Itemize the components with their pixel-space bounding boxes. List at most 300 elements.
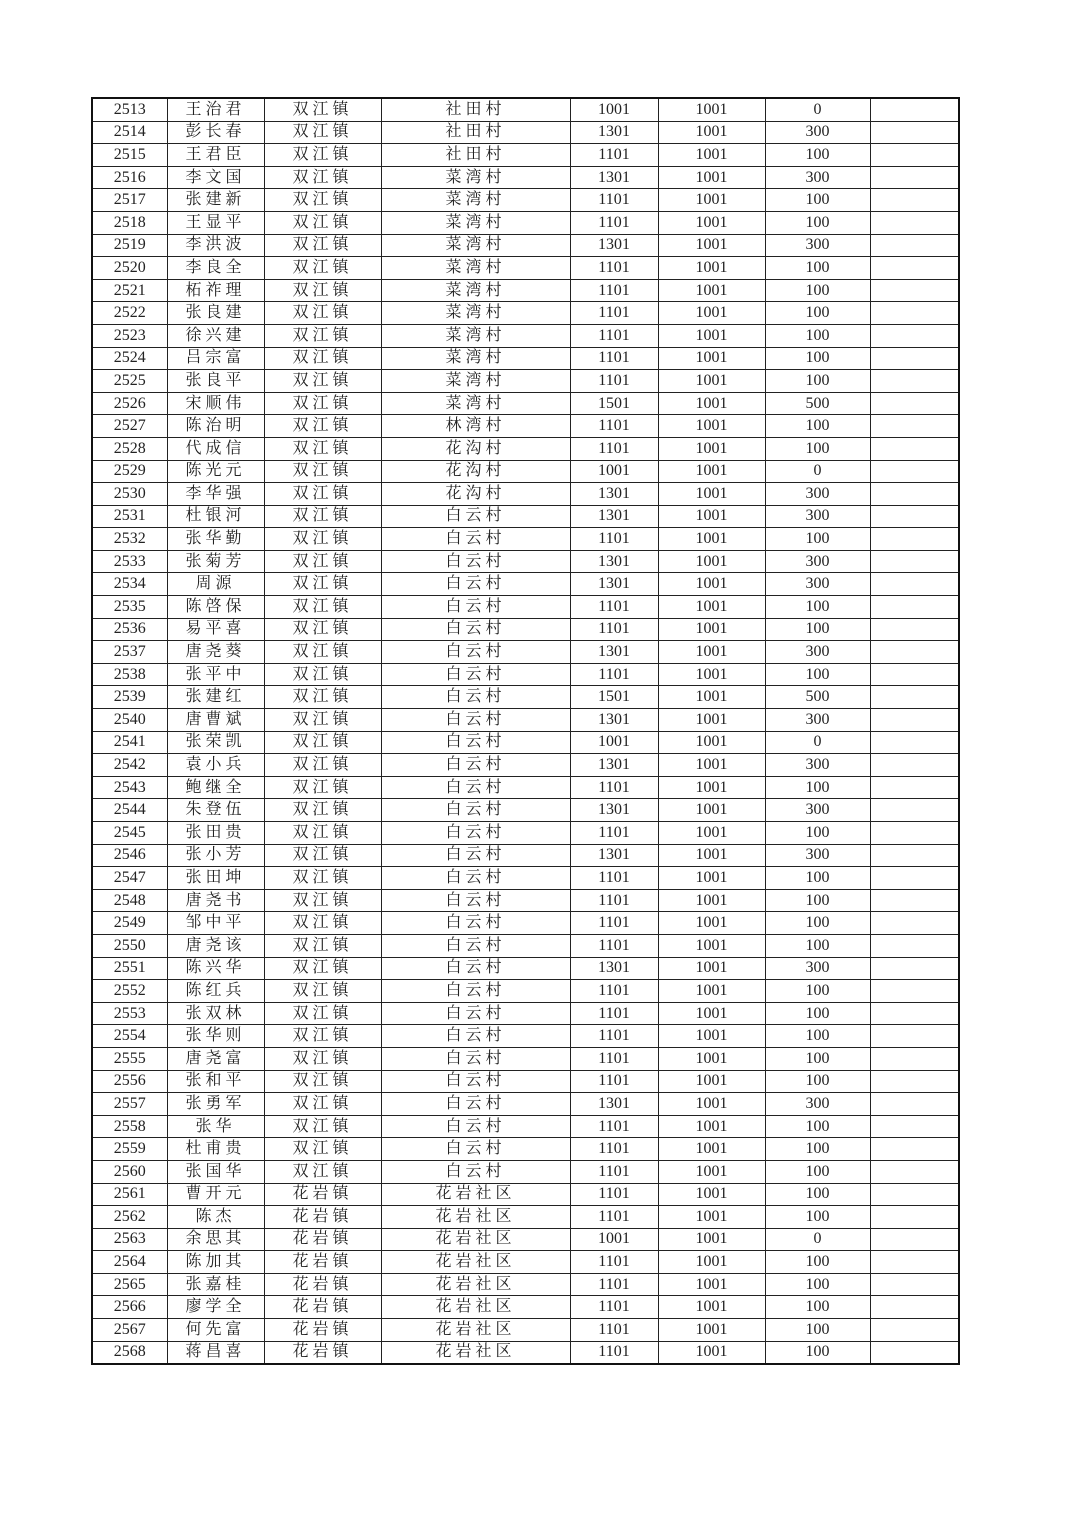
remark-cell [870, 234, 959, 257]
remark-cell [870, 279, 959, 302]
difference-cell: 100 [765, 1002, 870, 1025]
value-b-cell: 1001 [658, 799, 765, 822]
value-a-cell: 1101 [570, 1047, 658, 1070]
table-row [92, 822, 959, 845]
name-cell: 彭长春 [167, 121, 264, 144]
serial-number-cell: 2537 [92, 641, 167, 664]
value-a-cell: 1001 [570, 1228, 658, 1251]
value-b-cell: 1001 [658, 460, 765, 483]
table-row [92, 596, 959, 619]
village-cell: 白云村 [381, 1138, 570, 1161]
town-cell: 双江镇 [264, 347, 381, 370]
table-row [92, 528, 959, 551]
serial-number-cell: 2536 [92, 618, 167, 641]
village-cell: 白云村 [381, 528, 570, 551]
town-cell: 双江镇 [264, 98, 381, 121]
town-cell: 双江镇 [264, 1093, 381, 1116]
town-cell: 双江镇 [264, 754, 381, 777]
remark-cell [870, 596, 959, 619]
value-b-cell: 1001 [658, 867, 765, 890]
table-row [92, 483, 959, 506]
town-cell: 双江镇 [264, 686, 381, 709]
value-b-cell: 1001 [658, 234, 765, 257]
town-cell: 双江镇 [264, 1070, 381, 1093]
village-cell: 白云村 [381, 550, 570, 573]
value-b-cell: 1001 [658, 1138, 765, 1161]
table-row [92, 121, 959, 144]
difference-cell: 0 [765, 1228, 870, 1251]
town-cell: 双江镇 [264, 505, 381, 528]
name-cell: 陈杰 [167, 1206, 264, 1229]
serial-number-cell: 2523 [92, 324, 167, 347]
table-row [92, 957, 959, 980]
serial-number-cell: 2545 [92, 822, 167, 845]
town-cell: 双江镇 [264, 392, 381, 415]
serial-number-cell: 2544 [92, 799, 167, 822]
serial-number-cell: 2563 [92, 1228, 167, 1251]
table-row [92, 754, 959, 777]
town-cell: 双江镇 [264, 528, 381, 551]
town-cell: 双江镇 [264, 415, 381, 438]
difference-cell: 100 [765, 1047, 870, 1070]
serial-number-cell: 2551 [92, 957, 167, 980]
table-row [92, 1319, 959, 1342]
table-row [92, 980, 959, 1003]
town-cell: 双江镇 [264, 370, 381, 393]
difference-cell: 100 [765, 1115, 870, 1138]
town-cell: 双江镇 [264, 1047, 381, 1070]
value-b-cell: 1001 [658, 663, 765, 686]
town-cell: 花岩镇 [264, 1228, 381, 1251]
value-a-cell: 1301 [570, 166, 658, 189]
value-a-cell: 1101 [570, 980, 658, 1003]
remark-cell [870, 934, 959, 957]
village-cell: 社田村 [381, 121, 570, 144]
town-cell: 双江镇 [264, 934, 381, 957]
value-b-cell: 1001 [658, 889, 765, 912]
serial-number-cell: 2568 [92, 1341, 167, 1364]
value-b-cell: 1001 [658, 709, 765, 732]
value-b-cell: 1001 [658, 844, 765, 867]
difference-cell: 100 [765, 1160, 870, 1183]
name-cell: 杜甫贵 [167, 1138, 264, 1161]
village-cell: 花岩社区 [381, 1273, 570, 1296]
value-a-cell: 1001 [570, 731, 658, 754]
table-row [92, 1273, 959, 1296]
table-row [92, 573, 959, 596]
table-row [92, 1093, 959, 1116]
value-a-cell: 1101 [570, 618, 658, 641]
village-cell: 花沟村 [381, 437, 570, 460]
value-b-cell: 1001 [658, 144, 765, 167]
table-row [92, 1251, 959, 1274]
serial-number-cell: 2548 [92, 889, 167, 912]
village-cell: 白云村 [381, 573, 570, 596]
serial-number-cell: 2542 [92, 754, 167, 777]
table-row [92, 415, 959, 438]
town-cell: 花岩镇 [264, 1183, 381, 1206]
name-cell: 陈啓保 [167, 596, 264, 619]
name-cell: 张建新 [167, 189, 264, 212]
serial-number-cell: 2519 [92, 234, 167, 257]
serial-number-cell: 2558 [92, 1115, 167, 1138]
value-a-cell: 1101 [570, 1319, 658, 1342]
town-cell: 双江镇 [264, 731, 381, 754]
value-b-cell: 1001 [658, 934, 765, 957]
serial-number-cell: 2520 [92, 257, 167, 280]
remark-cell [870, 98, 959, 121]
value-b-cell: 1001 [658, 1296, 765, 1319]
town-cell: 双江镇 [264, 1002, 381, 1025]
difference-cell: 100 [765, 596, 870, 619]
table-row [92, 1296, 959, 1319]
table-row [92, 347, 959, 370]
village-cell: 菜湾村 [381, 302, 570, 325]
value-a-cell: 1301 [570, 505, 658, 528]
difference-cell: 100 [765, 867, 870, 890]
remark-cell [870, 211, 959, 234]
table-row [92, 550, 959, 573]
value-a-cell: 1301 [570, 799, 658, 822]
town-cell: 双江镇 [264, 279, 381, 302]
value-a-cell: 1501 [570, 392, 658, 415]
difference-cell: 300 [765, 709, 870, 732]
village-cell: 菜湾村 [381, 234, 570, 257]
serial-number-cell: 2522 [92, 302, 167, 325]
name-cell: 唐尧书 [167, 889, 264, 912]
serial-number-cell: 2526 [92, 392, 167, 415]
value-b-cell: 1001 [658, 347, 765, 370]
town-cell: 双江镇 [264, 483, 381, 506]
village-cell: 白云村 [381, 912, 570, 935]
table-row [92, 1025, 959, 1048]
difference-cell: 100 [765, 1319, 870, 1342]
value-a-cell: 1301 [570, 641, 658, 664]
value-b-cell: 1001 [658, 754, 765, 777]
village-cell: 白云村 [381, 867, 570, 890]
serial-number-cell: 2543 [92, 776, 167, 799]
village-cell: 菜湾村 [381, 370, 570, 393]
remark-cell [870, 528, 959, 551]
value-b-cell: 1001 [658, 1025, 765, 1048]
serial-number-cell: 2541 [92, 731, 167, 754]
table-row [92, 460, 959, 483]
village-cell: 花岩社区 [381, 1341, 570, 1364]
serial-number-cell: 2550 [92, 934, 167, 957]
village-cell: 白云村 [381, 1093, 570, 1116]
town-cell: 双江镇 [264, 460, 381, 483]
village-cell: 花岩社区 [381, 1206, 570, 1229]
town-cell: 花岩镇 [264, 1251, 381, 1274]
name-cell: 朱登伍 [167, 799, 264, 822]
value-a-cell: 1101 [570, 144, 658, 167]
name-cell: 鲍继全 [167, 776, 264, 799]
name-cell: 易平喜 [167, 618, 264, 641]
village-cell: 花岩社区 [381, 1183, 570, 1206]
table-row [92, 1228, 959, 1251]
remark-cell [870, 415, 959, 438]
village-cell: 白云村 [381, 776, 570, 799]
name-cell: 张菊芳 [167, 550, 264, 573]
value-b-cell: 1001 [658, 437, 765, 460]
value-a-cell: 1101 [570, 279, 658, 302]
value-b-cell: 1001 [658, 618, 765, 641]
town-cell: 双江镇 [264, 234, 381, 257]
remark-cell [870, 912, 959, 935]
town-cell: 双江镇 [264, 980, 381, 1003]
table-row [92, 98, 959, 121]
village-cell: 白云村 [381, 754, 570, 777]
name-cell: 李华强 [167, 483, 264, 506]
serial-number-cell: 2521 [92, 279, 167, 302]
serial-number-cell: 2529 [92, 460, 167, 483]
serial-number-cell: 2553 [92, 1002, 167, 1025]
serial-number-cell: 2565 [92, 1273, 167, 1296]
name-cell: 邹中平 [167, 912, 264, 935]
name-cell: 张华则 [167, 1025, 264, 1048]
value-b-cell: 1001 [658, 1093, 765, 1116]
difference-cell: 100 [765, 1273, 870, 1296]
town-cell: 双江镇 [264, 1115, 381, 1138]
difference-cell: 100 [765, 1251, 870, 1274]
table-row [92, 776, 959, 799]
village-cell: 菜湾村 [381, 166, 570, 189]
value-a-cell: 1101 [570, 1273, 658, 1296]
serial-number-cell: 2552 [92, 980, 167, 1003]
difference-cell: 300 [765, 166, 870, 189]
difference-cell: 100 [765, 324, 870, 347]
serial-number-cell: 2567 [92, 1319, 167, 1342]
village-cell: 菜湾村 [381, 347, 570, 370]
table-row [92, 731, 959, 754]
remark-cell [870, 731, 959, 754]
value-b-cell: 1001 [658, 573, 765, 596]
town-cell: 双江镇 [264, 302, 381, 325]
value-b-cell: 1001 [658, 483, 765, 506]
village-cell: 白云村 [381, 1160, 570, 1183]
name-cell: 张国华 [167, 1160, 264, 1183]
table-row [92, 844, 959, 867]
value-b-cell: 1001 [658, 596, 765, 619]
difference-cell: 100 [765, 1183, 870, 1206]
value-b-cell: 1001 [658, 1206, 765, 1229]
difference-cell: 100 [765, 1341, 870, 1364]
value-a-cell: 1101 [570, 189, 658, 212]
serial-number-cell: 2562 [92, 1206, 167, 1229]
difference-cell: 0 [765, 98, 870, 121]
village-cell: 林湾村 [381, 415, 570, 438]
difference-cell: 300 [765, 1093, 870, 1116]
difference-cell: 500 [765, 686, 870, 709]
remark-cell [870, 392, 959, 415]
value-b-cell: 1001 [658, 1115, 765, 1138]
town-cell: 双江镇 [264, 709, 381, 732]
value-a-cell: 1101 [570, 1251, 658, 1274]
value-a-cell: 1301 [570, 573, 658, 596]
remark-cell [870, 1025, 959, 1048]
name-cell: 廖学全 [167, 1296, 264, 1319]
name-cell: 唐尧富 [167, 1047, 264, 1070]
village-cell: 白云村 [381, 822, 570, 845]
value-a-cell: 1101 [570, 211, 658, 234]
difference-cell: 300 [765, 844, 870, 867]
town-cell: 双江镇 [264, 889, 381, 912]
name-cell: 张良平 [167, 370, 264, 393]
serial-number-cell: 2561 [92, 1183, 167, 1206]
table-row [92, 234, 959, 257]
remark-cell [870, 460, 959, 483]
name-cell: 张华 [167, 1115, 264, 1138]
value-a-cell: 1101 [570, 663, 658, 686]
value-a-cell: 1101 [570, 257, 658, 280]
name-cell: 周源 [167, 573, 264, 596]
difference-cell: 100 [765, 189, 870, 212]
table-row [92, 912, 959, 935]
value-a-cell: 1101 [570, 1002, 658, 1025]
value-b-cell: 1001 [658, 257, 765, 280]
table-row [92, 1047, 959, 1070]
value-b-cell: 1001 [658, 1251, 765, 1274]
value-b-cell: 1001 [658, 822, 765, 845]
town-cell: 双江镇 [264, 912, 381, 935]
remark-cell [870, 1047, 959, 1070]
difference-cell: 100 [765, 347, 870, 370]
village-cell: 花岩社区 [381, 1251, 570, 1274]
difference-cell: 100 [765, 370, 870, 393]
difference-cell: 100 [765, 822, 870, 845]
value-a-cell: 1101 [570, 370, 658, 393]
village-cell: 花岩社区 [381, 1296, 570, 1319]
value-a-cell: 1101 [570, 867, 658, 890]
name-cell: 吕宗富 [167, 347, 264, 370]
serial-number-cell: 2538 [92, 663, 167, 686]
value-a-cell: 1101 [570, 1296, 658, 1319]
name-cell: 李良全 [167, 257, 264, 280]
remark-cell [870, 483, 959, 506]
village-cell: 菜湾村 [381, 324, 570, 347]
serial-number-cell: 2566 [92, 1296, 167, 1319]
name-cell: 张田坤 [167, 867, 264, 890]
town-cell: 双江镇 [264, 822, 381, 845]
town-cell: 双江镇 [264, 641, 381, 664]
table-row [92, 1070, 959, 1093]
remark-cell [870, 166, 959, 189]
serial-number-cell: 2533 [92, 550, 167, 573]
value-b-cell: 1001 [658, 1228, 765, 1251]
difference-cell: 100 [765, 912, 870, 935]
village-cell: 白云村 [381, 686, 570, 709]
difference-cell: 300 [765, 121, 870, 144]
serial-number-cell: 2539 [92, 686, 167, 709]
value-a-cell: 1101 [570, 528, 658, 551]
village-cell: 菜湾村 [381, 392, 570, 415]
value-b-cell: 1001 [658, 324, 765, 347]
village-cell: 白云村 [381, 731, 570, 754]
remark-cell [870, 663, 959, 686]
value-a-cell: 1101 [570, 1138, 658, 1161]
value-b-cell: 1001 [658, 505, 765, 528]
name-cell: 袁小兵 [167, 754, 264, 777]
value-a-cell: 1101 [570, 1341, 658, 1364]
town-cell: 双江镇 [264, 1138, 381, 1161]
table-row [92, 437, 959, 460]
remark-cell [870, 1138, 959, 1161]
difference-cell: 100 [765, 1025, 870, 1048]
serial-number-cell: 2555 [92, 1047, 167, 1070]
village-cell: 白云村 [381, 980, 570, 1003]
table-row [92, 392, 959, 415]
serial-number-cell: 2515 [92, 144, 167, 167]
remark-cell [870, 957, 959, 980]
value-a-cell: 1301 [570, 483, 658, 506]
value-b-cell: 1001 [658, 528, 765, 551]
remark-cell [870, 980, 959, 1003]
village-cell: 白云村 [381, 799, 570, 822]
remark-cell [870, 641, 959, 664]
table-row [92, 505, 959, 528]
serial-number-cell: 2518 [92, 211, 167, 234]
village-cell: 花沟村 [381, 483, 570, 506]
value-b-cell: 1001 [658, 98, 765, 121]
table-row [92, 934, 959, 957]
town-cell: 双江镇 [264, 1160, 381, 1183]
town-cell: 花岩镇 [264, 1273, 381, 1296]
village-cell: 花沟村 [381, 460, 570, 483]
name-cell: 何先富 [167, 1319, 264, 1342]
value-a-cell: 1301 [570, 121, 658, 144]
remark-cell [870, 1341, 959, 1364]
name-cell: 徐兴建 [167, 324, 264, 347]
value-b-cell: 1001 [658, 1183, 765, 1206]
village-cell: 白云村 [381, 709, 570, 732]
name-cell: 李洪波 [167, 234, 264, 257]
value-a-cell: 1101 [570, 1070, 658, 1093]
value-b-cell: 1001 [658, 1002, 765, 1025]
town-cell: 双江镇 [264, 573, 381, 596]
difference-cell: 300 [765, 641, 870, 664]
remark-cell [870, 573, 959, 596]
value-a-cell: 1101 [570, 1115, 658, 1138]
value-a-cell: 1101 [570, 776, 658, 799]
remark-cell [870, 121, 959, 144]
table-row [92, 144, 959, 167]
table-row [92, 1138, 959, 1161]
value-a-cell: 1101 [570, 934, 658, 957]
value-a-cell: 1101 [570, 889, 658, 912]
town-cell: 双江镇 [264, 844, 381, 867]
value-b-cell: 1001 [658, 1047, 765, 1070]
value-a-cell: 1101 [570, 1183, 658, 1206]
value-b-cell: 1001 [658, 121, 765, 144]
town-cell: 双江镇 [264, 189, 381, 212]
name-cell: 张良建 [167, 302, 264, 325]
table-row [92, 324, 959, 347]
value-b-cell: 1001 [658, 211, 765, 234]
difference-cell: 100 [765, 618, 870, 641]
remark-cell [870, 189, 959, 212]
remark-cell [870, 776, 959, 799]
remark-cell [870, 1183, 959, 1206]
village-cell: 白云村 [381, 505, 570, 528]
difference-cell: 100 [765, 889, 870, 912]
remark-cell [870, 1002, 959, 1025]
value-b-cell: 1001 [658, 415, 765, 438]
remark-cell [870, 799, 959, 822]
value-b-cell: 1001 [658, 731, 765, 754]
name-cell: 张小芳 [167, 844, 264, 867]
value-b-cell: 1001 [658, 1273, 765, 1296]
village-cell: 菜湾村 [381, 211, 570, 234]
